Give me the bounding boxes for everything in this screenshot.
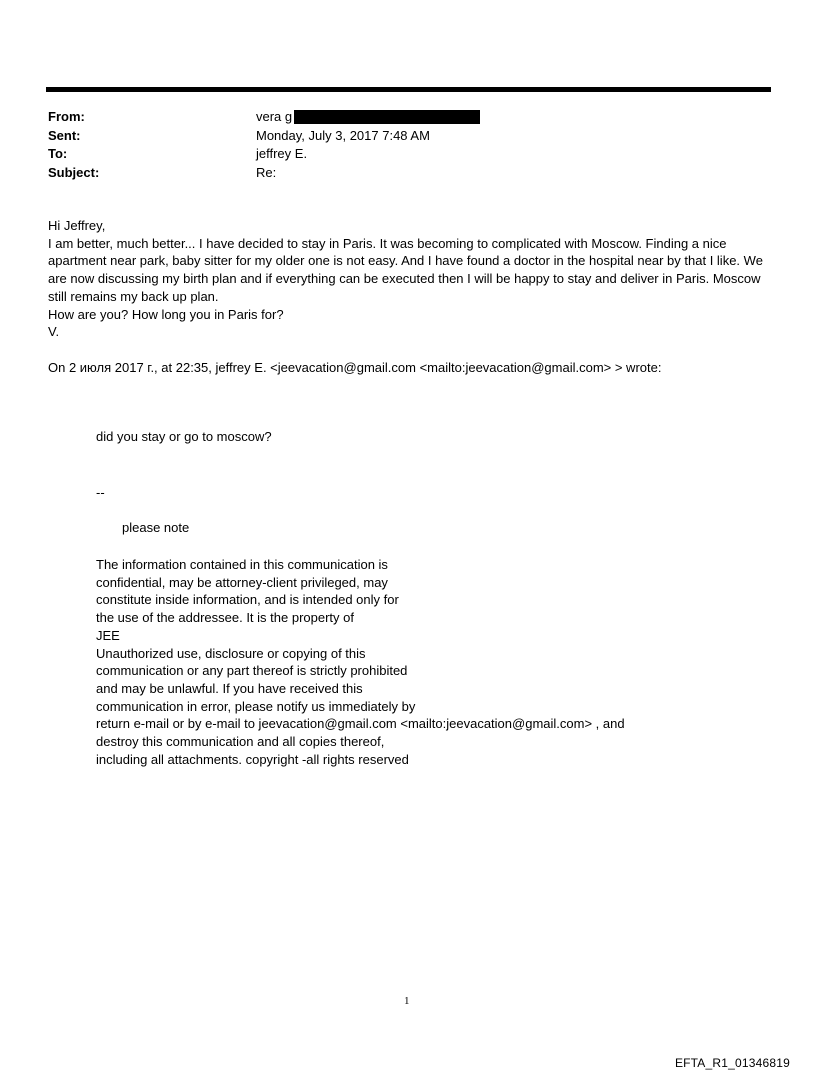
sent-row [48, 127, 480, 146]
disclaimer-line: Unauthorized use, disclosure or copying of this [96, 645, 366, 661]
disclaimer-line: The information contained in this communication is [96, 557, 388, 572]
from-label: From: [48, 109, 85, 124]
disclaimer-line: communication or any part thereof is strictly prohibited [96, 663, 408, 679]
signature-separator: -- [96, 485, 105, 500]
disclaimer-line: constitute inside information, and is intended only for [96, 592, 399, 608]
subject-row [48, 164, 480, 183]
page-number: 1 [404, 995, 410, 1007]
disclaimer-line: return e-mail or by e-mail to jeevacation@gmail.com <mailto:jeevacation@gmail.com> , and [96, 716, 625, 732]
sent-label: Sent: [48, 127, 81, 143]
to-row [48, 145, 480, 164]
document-id: EFTA_R1_01346819 [674, 1056, 790, 1070]
to-label: To: [48, 146, 68, 161]
reply-header: On 2 июля 2017 г., at 22:35, jeffrey E. <jeevacation@gmail.com <mailto:jeevacation@gmail.com> > wrote: [48, 360, 662, 375]
sign-off: V. [48, 324, 60, 340]
disclaimer-line: and may be unlawful. If you have received this [96, 680, 363, 696]
disclaimer-line: the use of the addressee. It is the property of [96, 610, 354, 626]
disclaimer-line: including all attachments. copyright -all rights reserved [96, 751, 409, 767]
redaction-bar [294, 110, 480, 124]
disclaimer-line: confidential, may be attorney-client privileged, may [96, 574, 388, 590]
disclaimer-line: communication in error, please notify us immediately by [96, 698, 416, 714]
disclaimer [96, 556, 625, 768]
subject-label: Subject: [48, 164, 100, 180]
email-header [48, 108, 480, 182]
disclaimer-line: destroy this communication and all copies thereof, [96, 734, 385, 750]
subject-value: Re: [256, 164, 277, 180]
question-line: How are you? How long you in Paris for? [48, 306, 284, 322]
disclaimer-line: JEE [96, 627, 120, 643]
top-rule [46, 87, 771, 92]
please-note: please note [122, 520, 190, 535]
message-body [48, 217, 768, 341]
from-value-wrap [256, 108, 480, 127]
from-value: vera g [256, 109, 293, 124]
quoted-question: did you stay or go to moscow? [96, 429, 272, 444]
body-paragraph: I am better, much better... I have decided to stay in Paris. It was becoming to complicated with Moscow. Finding a nice apartment near park, baby sitter for my older one is not easy. And I have found a doctor in the hospital near by that I like. We are now discussing my birth plan and if everything can be executed then I will be happy to stay and deliver in Paris. Moscow still remains my back up plan. [48, 235, 763, 304]
greeting-line: Hi Jeffrey, [48, 218, 106, 233]
to-value: jeffrey E. [256, 146, 308, 161]
from-row [48, 108, 480, 127]
sent-value: Monday, July 3, 2017 7:48 AM [256, 127, 430, 143]
